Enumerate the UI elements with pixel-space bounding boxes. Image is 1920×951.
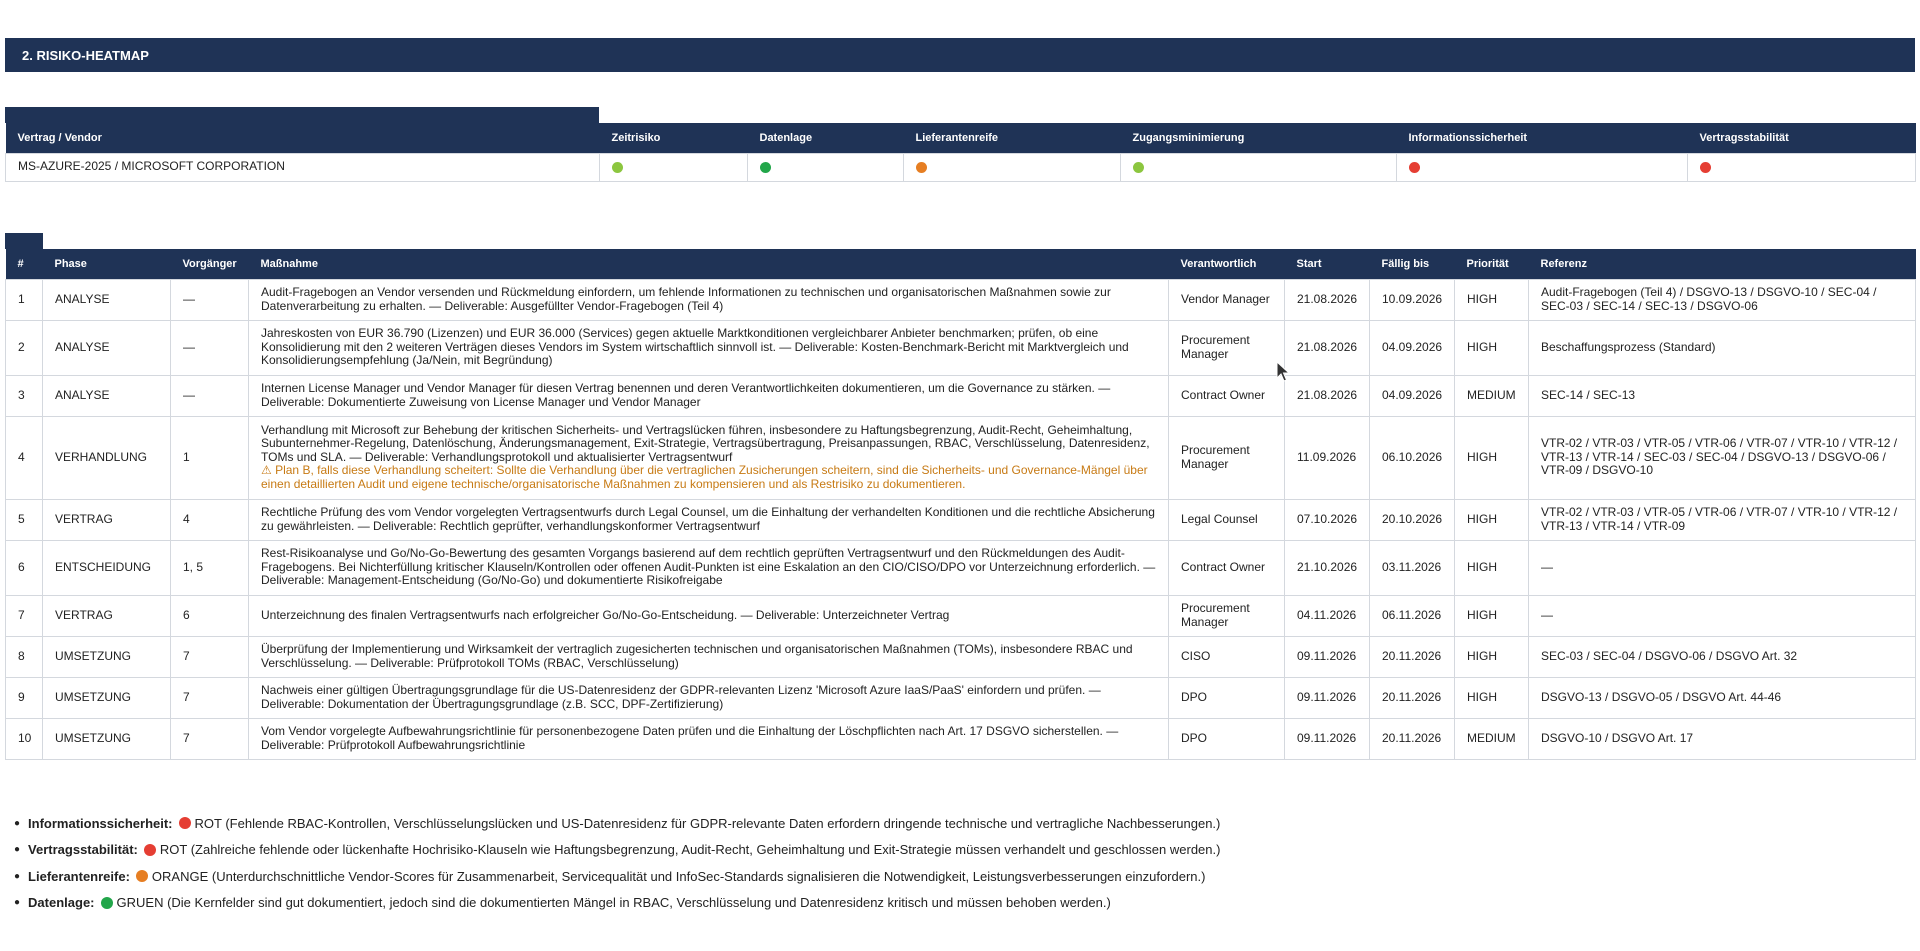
row-massnahme [249, 416, 1169, 499]
row-referenz: VTR-02 / VTR-03 / VTR-05 / VTR-06 / VTR-07 / VTR-10 / VTR-12 / VTR-13 / VTR-14 / SEC-03 / SEC-04 / DSGVO-13 / DSGVO-06 / VTR-09 / DSGVO-10 [1529, 416, 1916, 499]
row-massnahme [249, 499, 1169, 540]
massnahme-text: Jahreskosten von EUR 36.790 (Lizenzen) und EUR 36.000 (Services) gegen aktuelle Marktkonditionen vergleichbarer Anbieter benchmarken; prüfen, ob eine Konsolidierung mit den 2 weiteren Verträgen dieses Vendors im System wirtschaftlich sinnvoll ist. — Deliverable: Kosten-Benchmark-Bericht mit Marktvergleich und Konsolidierungsempfehlung (Ja/Nein, mit Begründung) [261, 326, 1129, 368]
row-start: 09.11.2026 [1285, 677, 1370, 718]
row-referenz: SEC-03 / SEC-04 / DSGVO-06 / DSGVO Art. 32 [1529, 636, 1916, 677]
legend-note [14, 890, 1220, 917]
plan-col-nr: # [6, 249, 43, 279]
table-row [6, 499, 1916, 540]
heatmap-col-zeitrisiko: Zeitrisiko [600, 123, 748, 153]
table-row [6, 320, 1916, 375]
note-label: Vertragsstabilität: [28, 842, 138, 858]
row-faellig: 20.10.2026 [1370, 499, 1455, 540]
row-nr: 6 [6, 540, 43, 595]
row-faellig: 20.11.2026 [1370, 636, 1455, 677]
row-vorgaenger: 1 [171, 416, 249, 499]
note-text: ORANGE (Unterdurchschnittliche Vendor-Scores für Zusammenarbeit, Servicequalität und InfoSec-Standards signalisieren die Notwendigkeit, Leistungsverbesserungen einzufordern.) [151, 868, 1206, 884]
plan-col-referenz: Referenz [1529, 249, 1916, 279]
row-vorgaenger: 7 [171, 636, 249, 677]
row-verantwortlich: DPO [1169, 718, 1285, 759]
plan-col-verantwortlich: Verantwortlich [1169, 249, 1285, 279]
row-prioritaet: HIGH [1455, 540, 1529, 595]
risk-status-dot [1409, 162, 1420, 173]
row-verantwortlich: Vendor Manager [1169, 279, 1285, 320]
heatmap-header-row [6, 123, 1916, 153]
legend-note [14, 837, 1220, 864]
table-row [6, 416, 1916, 499]
table-row [6, 636, 1916, 677]
row-verantwortlich: Legal Counsel [1169, 499, 1285, 540]
plan-tab-strip [5, 233, 43, 249]
row-massnahme [249, 636, 1169, 677]
plan-col-prioritaet: Priorität [1455, 249, 1529, 279]
row-prioritaet: HIGH [1455, 416, 1529, 499]
massnahme-text: Rest-Risikoanalyse und Go/No-Go-Bewertung des gesamten Vorgangs basierend auf dem rechtlich geprüften Vertragsentwurf und den Rückmeldungen des Audit-Fragebogens. Bei Nichterfüllung kritischer Klauseln/Kontrollen oder offenen Audit-Punkten ist eine Eskalation an den CIO/CISO/DPO vor Unterzeichnung erforderlich. — Deliverable: Management-Entscheidung (Go/No-Go) und dokumentierte Risikofreigabe [261, 546, 1156, 588]
note-text: ROT (Zahlreiche fehlende oder lückenhafte Hochrisiko-Klauseln wie Haftungsbegrenzung, Audit-Recht, Geheimhaltung und Exit-Strategie müssen verhandelt und geschlossen werden.) [159, 842, 1221, 858]
plan-header-row [6, 249, 1916, 279]
row-phase: UMSETZUNG [43, 677, 171, 718]
row-phase: ANALYSE [43, 320, 171, 375]
massnahme-text: Überprüfung der Implementierung und Wirksamkeit der vertraglich zugesicherten technischen und organisatorischen Maßnahmen (TOMs), insbesondere RBAC und Verschlüsselung. — Deliverable: Prüfprotokoll TOMs (RBAC, Verschlüsselung) [261, 642, 1133, 670]
row-referenz: Beschaffungsprozess (Standard) [1529, 320, 1916, 375]
section-title: 2. RISIKO-HEATMAP [22, 47, 149, 63]
row-phase: VERTRAG [43, 595, 171, 636]
row-vorgaenger: — [171, 375, 249, 416]
row-prioritaet: HIGH [1455, 677, 1529, 718]
status-dot-icon [101, 897, 113, 909]
row-faellig: 03.11.2026 [1370, 540, 1455, 595]
massnahme-text: Internen License Manager und Vendor Manager für diesen Vertrag benennen und deren Verantwortlichkeiten dokumentieren, um die Governance zu stärken. — Deliverable: Dokumentierte Zuweisung von License Manager und Vendor Manager [261, 381, 1111, 409]
row-massnahme [249, 718, 1169, 759]
row-massnahme [249, 279, 1169, 320]
note-text: ROT (Fehlende RBAC-Kontrollen, Verschlüsselungslücken und US-Datenresidenz für GDPR-relevante Daten erfordern dringende technische und vertragliche Nachbesserungen.) [194, 815, 1221, 831]
row-nr: 9 [6, 677, 43, 718]
row-nr: 2 [6, 320, 43, 375]
note-label: Datenlage: [28, 895, 95, 911]
row-vorgaenger: 4 [171, 499, 249, 540]
table-row [6, 595, 1916, 636]
row-nr: 4 [6, 416, 43, 499]
massnahme-text: Verhandlung mit Microsoft zur Behebung der kritischen Sicherheits- und Vertragslücken führen, insbesondere zu Haftungsbegrenzung, Audit-Recht, Geheimhaltung, Subunternehmer-Regelung, Datenlöschung, Änderungsmanagement, Exit-Strategie, Vertragsübertragung, Preisanpassungen, RBAC, Verschlüsselung, Datenresidenz, TOMs und SLA. — Deliverable: Verhandlungsprotokoll und aktualisierter Vertragsentwurf [261, 422, 1150, 464]
row-phase: UMSETZUNG [43, 636, 171, 677]
row-prioritaet: HIGH [1455, 279, 1529, 320]
row-referenz: DSGVO-10 / DSGVO Art. 17 [1529, 718, 1916, 759]
row-vorgaenger: 1, 5 [171, 540, 249, 595]
heatmap-col-vendor: Vertrag / Vendor [6, 123, 600, 153]
row-massnahme [249, 540, 1169, 595]
row-start: 09.11.2026 [1285, 718, 1370, 759]
legend-note [14, 863, 1220, 890]
plan-b-warning: ⚠ Plan B, falls diese Verhandlung scheitert: Sollte die Verhandlung über die vertraglichen Zusicherungen scheitern, sind die Sicherheits- und Governance-Mängel über einen detaillierten Audit und eigene technische/organisatorische Maßnahmen zu kompensieren und als Restrisiko zu dokumentieren. [261, 463, 1148, 491]
row-prioritaet: HIGH [1455, 320, 1529, 375]
heatmap-col-datenlage: Datenlage [748, 123, 904, 153]
row-massnahme [249, 320, 1169, 375]
plan-col-massnahme: Maßnahme [249, 249, 1169, 279]
legend-note [14, 810, 1220, 837]
plan-col-phase: Phase [43, 249, 171, 279]
row-massnahme [249, 677, 1169, 718]
row-start: 04.11.2026 [1285, 595, 1370, 636]
row-vorgaenger: — [171, 279, 249, 320]
row-prioritaet: MEDIUM [1455, 718, 1529, 759]
row-faellig: 06.10.2026 [1370, 416, 1455, 499]
row-start: 11.09.2026 [1285, 416, 1370, 499]
row-prioritaet: HIGH [1455, 636, 1529, 677]
row-referenz: SEC-14 / SEC-13 [1529, 375, 1916, 416]
table-row [6, 279, 1916, 320]
row-nr: 1 [6, 279, 43, 320]
row-referenz: DSGVO-13 / DSGVO-05 / DSGVO Art. 44-46 [1529, 677, 1916, 718]
row-vorgaenger: — [171, 320, 249, 375]
heatmap-col-zugangsminimierung: Zugangsminimierung [1121, 123, 1397, 153]
row-massnahme [249, 595, 1169, 636]
row-start: 21.08.2026 [1285, 375, 1370, 416]
row-phase: UMSETZUNG [43, 718, 171, 759]
risk-status-dot [612, 162, 623, 173]
heatmap-row [6, 153, 1916, 181]
row-faellig: 04.09.2026 [1370, 320, 1455, 375]
row-referenz: — [1529, 540, 1916, 595]
heatmap-col-vertragsstabilitaet: Vertragsstabilität [1688, 123, 1916, 153]
heatmap-legend-notes [14, 810, 1220, 916]
row-verantwortlich: Procurement Manager [1169, 416, 1285, 499]
row-prioritaet: HIGH [1455, 499, 1529, 540]
row-referenz: — [1529, 595, 1916, 636]
heatmap-table [5, 123, 1916, 182]
row-start: 21.10.2026 [1285, 540, 1370, 595]
row-verantwortlich: CISO [1169, 636, 1285, 677]
row-nr: 10 [6, 718, 43, 759]
heatmap-col-lieferantenreife: Lieferantenreife [904, 123, 1121, 153]
row-faellig: 10.09.2026 [1370, 279, 1455, 320]
row-prioritaet: MEDIUM [1455, 375, 1529, 416]
note-text: GRUEN (Die Kernfelder sind gut dokumentiert, jedoch sind die dokumentierten Mängel in RBAC, Verschlüsselung und Datenresidenz kritisch und müssen behoben werden.) [116, 895, 1111, 911]
row-verantwortlich: Contract Owner [1169, 375, 1285, 416]
table-row [6, 718, 1916, 759]
row-start: 07.10.2026 [1285, 499, 1370, 540]
risk-status-dot [916, 162, 927, 173]
massnahme-text: Nachweis einer gültigen Übertragungsgrundlage für die US-Datenresidenz der GDPR-relevanten Lizenz 'Microsoft Azure IaaS/PaaS' einfordern und prüfen. — Deliverable: Dokumentation der Übertragungsgrundlage (z.B. SCC, DPF-Zertifizierung) [261, 683, 1101, 711]
row-faellig: 20.11.2026 [1370, 677, 1455, 718]
risk-status-dot [1133, 162, 1144, 173]
action-plan-table [5, 249, 1916, 760]
status-dot-icon [179, 817, 191, 829]
row-verantwortlich: Procurement Manager [1169, 320, 1285, 375]
massnahme-text: Vom Vendor vorgelegte Aufbewahrungsrichtlinie für personenbezogene Daten prüfen und die Einhaltung der Löschpflichten nach Art. 17 DSGVO sicherstellen. — Deliverable: Prüfprotokoll Aufbewahrungsrichtlinie [261, 724, 1119, 752]
row-start: 21.08.2026 [1285, 279, 1370, 320]
heatmap-col-informationssicherheit: Informationssicherheit [1397, 123, 1688, 153]
table-row [6, 540, 1916, 595]
row-massnahme [249, 375, 1169, 416]
row-start: 21.08.2026 [1285, 320, 1370, 375]
row-faellig: 04.09.2026 [1370, 375, 1455, 416]
massnahme-text: Audit-Fragebogen an Vendor versenden und Rückmeldung einfordern, um fehlende Informationen zu technischen und organisatorischen Maßnahmen sowie zur Datenverarbeitung zu erhalten. — Deliverable: Ausgefüllter Vendor-Fragebogen (Teil 4) [261, 285, 1111, 313]
plan-col-faellig: Fällig bis [1370, 249, 1455, 279]
row-verantwortlich: Procurement Manager [1169, 595, 1285, 636]
bullet-icon: ● [14, 817, 21, 829]
row-nr: 3 [6, 375, 43, 416]
massnahme-text: Rechtliche Prüfung des vom Vendor vorgelegten Vertragsentwurfs durch Legal Counsel, um die Einhaltung der verhandelten Konditionen und die rechtliche Absicherung zu gewährleisten. — Deliverable: Rechtlich geprüfter, verhandlungskonformer Vertragsentwurf [261, 505, 1155, 533]
row-vorgaenger: 6 [171, 595, 249, 636]
row-nr: 7 [6, 595, 43, 636]
row-phase: VERTRAG [43, 499, 171, 540]
bullet-icon: ● [14, 897, 21, 909]
heatmap-tab-strip [5, 107, 599, 123]
row-vorgaenger: 7 [171, 677, 249, 718]
section-header [5, 38, 1915, 72]
note-label: Lieferantenreife: [28, 868, 130, 884]
table-row [6, 677, 1916, 718]
note-label: Informationssicherheit: [28, 815, 173, 831]
table-row [6, 375, 1916, 416]
bullet-icon: ● [14, 844, 21, 856]
plan-col-start: Start [1285, 249, 1370, 279]
mouse-cursor-icon [1276, 361, 1290, 383]
heatmap-vendor-cell: MS-AZURE-2025 / MICROSOFT CORPORATION [6, 153, 600, 181]
row-nr: 8 [6, 636, 43, 677]
row-phase: ENTSCHEIDUNG [43, 540, 171, 595]
status-dot-icon [136, 870, 148, 882]
row-phase: VERHANDLUNG [43, 416, 171, 499]
row-faellig: 06.11.2026 [1370, 595, 1455, 636]
row-faellig: 20.11.2026 [1370, 718, 1455, 759]
risk-status-dot [1700, 162, 1711, 173]
row-phase: ANALYSE [43, 375, 171, 416]
row-start: 09.11.2026 [1285, 636, 1370, 677]
row-prioritaet: HIGH [1455, 595, 1529, 636]
row-verantwortlich: DPO [1169, 677, 1285, 718]
massnahme-text: Unterzeichnung des finalen Vertragsentwurfs nach erfolgreicher Go/No-Go-Entscheidung. — Deliverable: Unterzeichneter Vertrag [261, 607, 950, 622]
bullet-icon: ● [14, 870, 21, 882]
status-dot-icon [144, 844, 156, 856]
row-referenz: Audit-Fragebogen (Teil 4) / DSGVO-13 / DSGVO-10 / SEC-04 / SEC-03 / SEC-14 / SEC-13 / DSGVO-06 [1529, 279, 1916, 320]
risk-status-dot [760, 162, 771, 173]
row-vorgaenger: 7 [171, 718, 249, 759]
row-verantwortlich: Contract Owner [1169, 540, 1285, 595]
plan-col-vorgaenger: Vorgänger [171, 249, 249, 279]
row-phase: ANALYSE [43, 279, 171, 320]
row-referenz: VTR-02 / VTR-03 / VTR-05 / VTR-06 / VTR-07 / VTR-10 / VTR-12 / VTR-13 / VTR-14 / VTR-09 [1529, 499, 1916, 540]
row-nr: 5 [6, 499, 43, 540]
